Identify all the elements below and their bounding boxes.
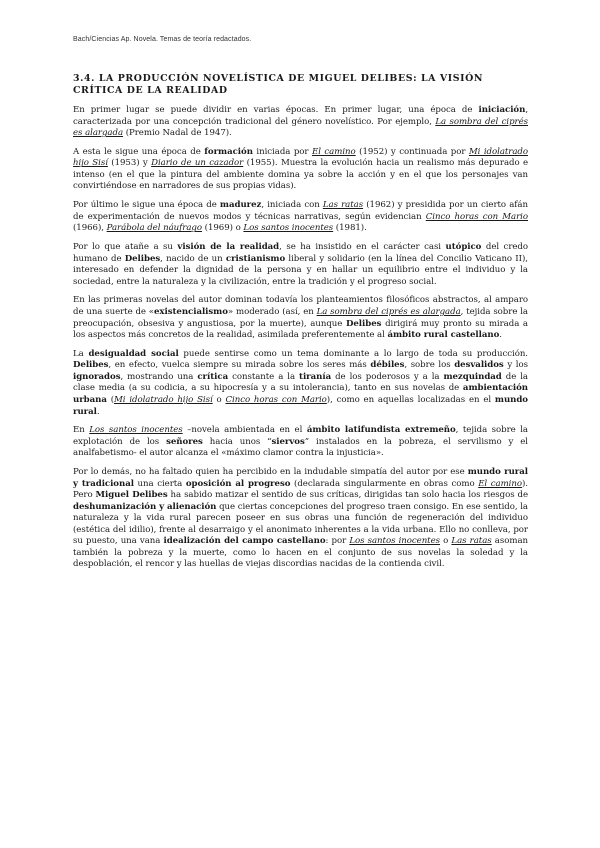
text-run: Por lo que atañe a su <box>73 242 178 253</box>
bold-term: desvalidos <box>454 360 504 371</box>
bold-term: utópico <box>445 242 482 253</box>
text-run: (1962) y presidida por un cierto afán de experimentación de nuevos modos y técnicas narrativas, según evidencian <box>73 200 528 222</box>
text-run: del credo humano de <box>73 242 528 264</box>
text-run: , se ha insistido en el carácter casi <box>279 242 446 253</box>
text-run: ), como en aquellas localizadas en el <box>326 394 495 405</box>
text-run: de los poderosos y a la <box>331 371 444 382</box>
text-run: En las primeras novelas del autor dominan todavía los planteamientos filosóficos abstractos, al amparo de una suerte de « <box>73 295 528 317</box>
text-run: puede sentirse como un tema dominante a lo largo de toda su producción. <box>178 348 528 359</box>
text-run: hacia unos “ <box>202 436 272 447</box>
work-title: Parábola del náufrago <box>106 223 202 234</box>
text-run: , caracterizada por una concepción tradicional del género novelístico. Por ejemplo, <box>73 105 528 127</box>
work-title: La sombra del ciprés es alargada <box>316 306 461 317</box>
text-run: ( <box>106 394 115 405</box>
text-run: , sobre los <box>404 360 455 371</box>
work-title: Los santos inocentes <box>89 425 183 436</box>
work-title: Cinco horas con Mario <box>425 211 528 222</box>
section-title: 3.4. LA PRODUCCIÓN NOVELÍSTICA DE MIGUEL DELIBES: LA VISIÓN CRÍTICA DE LA REALIDAD <box>73 73 484 96</box>
text-run: iniciada por <box>252 146 312 157</box>
text-run: , en efecto, vuelca siempre su mirada sobre los seres más <box>108 360 371 371</box>
bold-term: desigualdad social <box>88 348 179 359</box>
text-run: asoman también la pobreza y la muerte, como lo hacen en el conjunto de sus novelas la soledad y la despoblación, el rencor y las huellas de viejas discordias nacidas de la contienda civil. <box>73 536 529 570</box>
text-run: (1966), <box>73 223 107 234</box>
text-run: , tejida sobre la explotación de los <box>73 425 528 447</box>
text-run: » moderado (así, en <box>227 306 317 317</box>
text-run: , tejida sobre la preocupación, obsesiva y angustiosa, por la muerte), aunque <box>73 306 528 329</box>
bold-term: mundo rural <box>73 394 528 417</box>
text-run: (Premio Nadal de 1947). <box>123 128 232 139</box>
work-title: Mi idolatrado hijo Sisí <box>114 394 213 405</box>
bold-term: Miguel Delibes <box>95 490 168 501</box>
bold-term: cristianismo <box>225 253 286 264</box>
bold-term: madurez <box>219 200 262 211</box>
paragraph <box>73 349 528 418</box>
text-run: . <box>499 330 502 341</box>
text-run: , iniciada con <box>261 200 323 211</box>
text-run: Por último le sigue una época de <box>73 200 220 211</box>
text-run: ha sabido matizar el sentido de sus críticas, dirigidas tan solo hacia los riesgos de <box>167 490 528 501</box>
text-run: A esta le sigue una época de <box>73 146 205 157</box>
text-run: ). Pero <box>73 478 528 501</box>
paragraph <box>73 425 528 460</box>
text-run: o <box>439 536 452 547</box>
paragraph <box>73 200 528 235</box>
bold-term: tiranía <box>299 371 332 382</box>
paragraph <box>73 295 528 341</box>
paragraph <box>73 147 528 193</box>
text-run: una cierta <box>133 478 186 489</box>
text-run: (1952) y continuada por <box>355 146 469 157</box>
text-run: La <box>73 348 89 359</box>
text-run: que ciertas concepciones del progreso traen consigo. En ese sentido, la naturaleza y la vida rural parecen poseer en sus obras una función de regeneración del individuo (estética del idilio), frente al desarraigo y el anonimato inherentes a la vida urbana. Ello no conlleva, por su puesto, una vana <box>73 501 528 547</box>
work-title: Cinco horas con Mario <box>225 394 327 405</box>
bold-term: oposición al progreso <box>185 478 291 489</box>
bold-term: Delibes <box>124 253 161 264</box>
text-run: En primer lugar se puede dividir en varias épocas. En primer lugar, una época de <box>73 105 479 115</box>
text-run: y los <box>503 360 528 371</box>
text-run: o <box>212 394 226 405</box>
paragraph <box>73 242 528 288</box>
text-run: –novela ambientada en el <box>182 425 307 436</box>
text-run: (1955). Muestra la evolución hacia un realismo más depurado e intenso (en el que la pintura del ambiente domina ya sobre la acción y en el que los personajes van convirtiéndose en narradores de sus propias vidas). <box>73 158 529 192</box>
bold-term: ambientación urbana <box>73 383 528 405</box>
text-run: Por lo demás, no ha faltado quien ha percibido en la indudable simpatía del autor por ese <box>73 467 468 478</box>
bold-term: mezquindad <box>443 371 502 382</box>
bold-term: débiles <box>370 360 405 371</box>
paragraph <box>73 105 528 140</box>
text-run: dirigirá muy pronto su mirada a los aspectos más concretos de la realidad, asimilada preferentemente al <box>73 318 529 341</box>
bold-term: señores <box>166 436 203 447</box>
text-run: , mostrando una <box>120 371 198 382</box>
text-run: En <box>73 425 90 436</box>
bold-term: ámbito rural castellano <box>387 330 500 341</box>
work-title: La sombra del ciprés es alargada <box>73 116 529 139</box>
text-run: (1969) o <box>201 223 244 234</box>
work-title: El camino <box>311 146 356 157</box>
text-run: constante a la <box>228 371 300 382</box>
paragraph <box>73 467 528 571</box>
bold-term: mundo rural y tradicional <box>73 467 528 489</box>
work-title: Diario de un cazador <box>151 158 244 169</box>
work-title: Los santos inocentes <box>349 536 440 547</box>
bold-term: iniciación <box>478 105 526 115</box>
work-title: Las ratas <box>451 536 492 547</box>
bold-term: ámbito latifundista extremeño <box>306 425 456 436</box>
text-run: . <box>96 406 100 417</box>
bold-term: siervos <box>271 436 305 447</box>
text-run: liberal y solidario (en la línea del Concilio Vaticano II), interesado en defender la dignidad de la persona y en hallar un equilibrio entre el individuo y la sociedad, entre la naturaleza y la civilización, entre la tradición y el progreso social. <box>73 253 528 287</box>
bold-term: deshumanización y alienación <box>73 501 217 512</box>
text-run: : por <box>325 536 350 547</box>
bold-term: Delibes <box>73 360 109 371</box>
document-body <box>73 105 528 571</box>
bold-term: formación <box>204 146 253 157</box>
text-run: ” instalados en la pobreza, el servilismo y el analfabetismo- el autor alcanza el «máximo clamor contra la injusticia». <box>73 436 528 459</box>
bold-term: idealización del campo castellano <box>163 536 326 547</box>
bold-term: ignorados <box>73 371 121 382</box>
work-title: Las ratas <box>322 200 364 211</box>
work-title: Mi idolatrado hijo Sisí <box>73 146 529 169</box>
text-run: (1981). <box>333 223 367 234</box>
bold-term: crítica <box>197 371 229 382</box>
work-title: Los santos inocentes <box>243 223 334 234</box>
bold-term: visión de la realidad <box>177 242 280 253</box>
bold-term: existencialismo <box>154 306 228 317</box>
text-run: (declarada singularmente en obras como <box>290 478 479 489</box>
work-title: El camino <box>478 478 522 489</box>
text-run: (1953) y <box>107 158 152 169</box>
bold-term: Delibes <box>345 318 382 329</box>
text-run: de la clase media (a su codicia, a su hipocresía y a su intolerancia), tanto en sus novelas de <box>73 371 529 394</box>
text-run: , nacido de un <box>160 253 226 264</box>
page-header: Bach/Ciencias Ap. Novela. Temas de teoría redactados. <box>73 36 252 43</box>
